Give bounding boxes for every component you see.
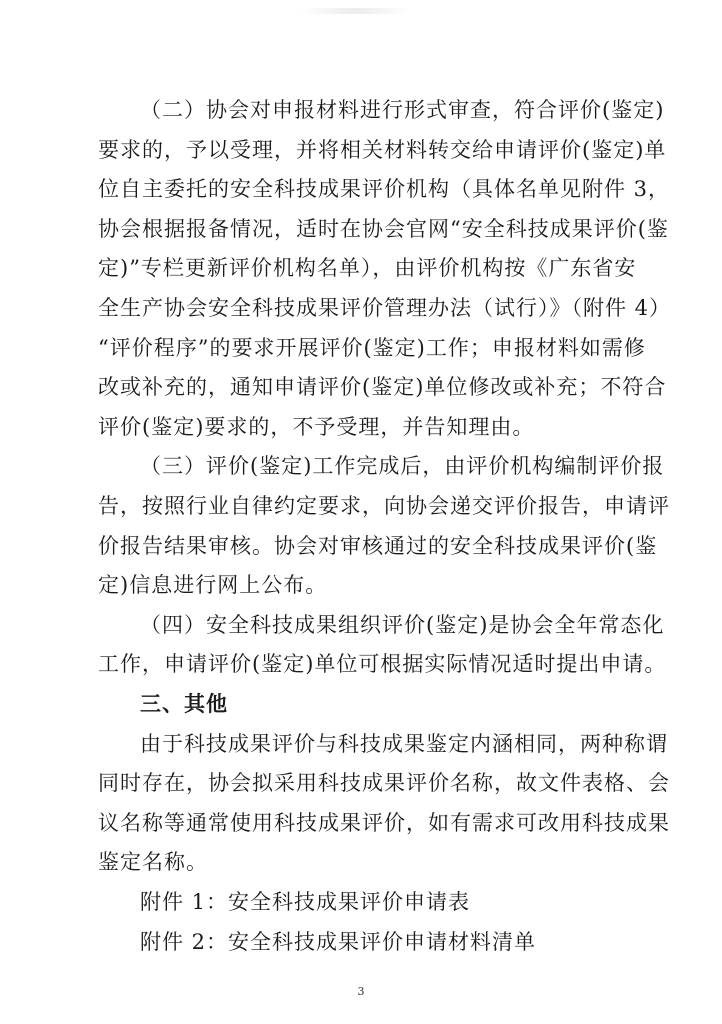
paragraph-line: 评价(鉴定)要求的，不予受理，并告知理由。: [98, 415, 535, 439]
page-number: 3: [357, 985, 365, 998]
paragraph-line: 同时存在，协会拟采用科技成果评价名称，故文件表格、会: [98, 771, 670, 795]
paragraph-line: 工作，申请评价(鉴定)单位可根据实际情况适时提出申请。: [98, 652, 667, 676]
paragraph-line: 要求的，予以受理，并将相关材料转交给申请评价(鉴定)单: [98, 138, 667, 162]
section-heading: 三、其他: [140, 692, 228, 716]
paragraph-line: “评价程序”的要求开展评价(鉴定)工作；申报材料如需修: [98, 336, 646, 360]
paragraph-line: 鉴定名称。: [98, 850, 208, 874]
paragraph-line: 由于科技成果评价与科技成果鉴定内涵相同，两种称谓: [140, 732, 668, 756]
paragraph-line: 改或补充的，通知申请评价(鉴定)单位修改或补充；不符合: [98, 375, 667, 399]
paragraph-line: 定)”专栏更新评价机构名单），由评价机构按《广东省安: [98, 256, 637, 280]
paragraph-line: 位自主委托的安全科技成果评价机构（具体名单见附件 3，: [98, 177, 671, 201]
paragraph-line: （四）安全科技成果组织评价(鉴定)是协会全年常态化: [140, 613, 665, 637]
attachment-item: 附件 2：安全科技成果评价申请材料清单: [140, 930, 537, 954]
paragraph-line: 议名称等通常使用科技成果评价，如有需求可改用科技成果: [98, 811, 670, 835]
paragraph-line: 全生产协会安全科技成果评价管理办法（试行）》（附件 4）: [98, 296, 672, 320]
attachment-item: 附件 1：安全科技成果评价申请表: [140, 890, 471, 914]
paragraph-line: 告，按照行业自律约定要求，向协会递交评价报告，申请评: [98, 494, 670, 518]
paragraph-line: （二）协会对申报材料进行形式审查，符合评价(鉴定): [140, 98, 665, 122]
paragraph-line: （三）评价(鉴定)工作完成后，由评价机构编制评价报: [140, 454, 665, 478]
paragraph-line: 价报告结果审核。协会对审核通过的安全科技成果评价(鉴: [98, 534, 658, 558]
paragraph-line: 协会根据报备情况，适时在协会官网“安全科技成果评价(鉴: [98, 217, 669, 241]
paragraph-line: 定)信息进行网上公布。: [98, 573, 328, 597]
scan-artifact: [300, 8, 410, 14]
